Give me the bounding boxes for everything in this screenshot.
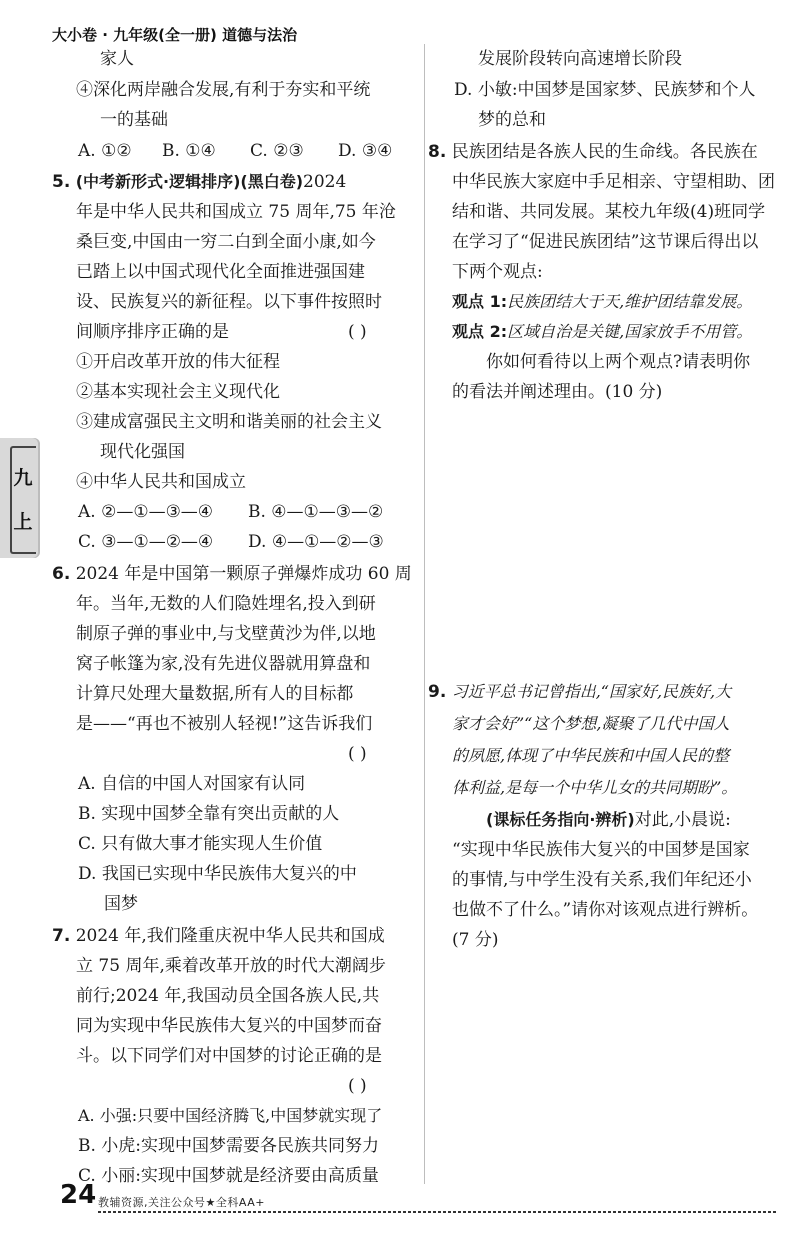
q7-line: 立 75 周年,乘着改革开放的时代大潮阔步 [76,956,386,976]
q8-view-2-label: 观点 2: [452,322,508,341]
q5-tag: (中考新形式·逻辑排序)(黑白卷) [75,172,304,191]
q5-line1-tail: 2024 [303,172,347,192]
q5-number: 5. [52,172,71,192]
q6-number: 6. [52,564,71,584]
q7-line: 2024 年,我们隆重庆祝中华人民共和国成 [75,926,385,946]
footer-rule [98,1211,778,1213]
q7-line: 同为实现中华民族伟大复兴的中国梦而奋 [76,1016,382,1036]
q6-line: 是——“再也不被别人轻视!”这告诉我们 [76,714,373,734]
q7-line: 斗。以下同学们对中国梦的讨论正确的是 [76,1046,382,1066]
q4-line: 家人 [100,49,134,69]
q9-line: “实现中华民族伟大复兴的中国梦是国家 [452,840,750,860]
q6-option-b[interactable]: B. 实现中国梦全靠有突出贡献的人 [78,804,340,824]
q8-ask-line: 你如何看待以上两个观点?请表明你 [486,352,751,372]
q7-option-d-cont: 梦的总和 [478,110,546,130]
q9-prompt-line [486,808,731,832]
q9-first-line [428,680,731,704]
q6-first-line [52,562,412,586]
q8-view-2 [452,320,752,344]
q9-line1-tail: 对此,小晨说: [634,810,731,830]
q7-option-c[interactable]: C. 小丽:实现中国梦就是经济要由高质量 [78,1166,379,1186]
q8-view-2-text: 区域自治是关键,国家放手不用管。 [507,322,753,341]
q5-item-3-cont: 现代化强国 [100,442,185,462]
q9-line: (7 分) [452,930,499,950]
q5-item-4: ④中华人民共和国成立 [76,472,246,492]
q8-answer-area[interactable] [452,410,782,670]
q8-line: 民族团结是各族人民的生命线。各民族在 [451,142,758,162]
column-divider [424,44,425,1184]
q5-answer-blank[interactable]: ( ) [348,322,367,342]
q7-option-a[interactable]: A. 小强:只要中国经济腾飞,中国梦就实现了 [78,1106,383,1125]
tab-char-1: 九 [13,467,33,489]
q6-line: 年。当年,无数的人们隐姓埋名,投入到研 [76,594,376,614]
q7-first-line [52,924,385,948]
q8-view-1-label: 观点 1: [452,292,508,311]
q4-option-c[interactable]: C. ②③ [250,141,304,161]
q5-option-c[interactable]: C. ③—①—②—④ [78,532,214,552]
q9-number: 9. [428,682,447,702]
q9-answer-area[interactable] [452,960,782,1180]
q6-line: 制原子弹的事业中,与戈壁黄沙为伴,以地 [76,624,376,644]
q5-option-d[interactable]: D. ④—①—②—③ [248,532,384,552]
q6-option-d[interactable]: D. 我国已实现中华民族伟大复兴的中 [78,864,357,884]
q5-line: 已踏上以中国式现代化全面推进强国建 [76,262,365,282]
grade-tab [0,438,40,558]
q5-option-b[interactable]: B. ④—①—③—② [248,502,384,522]
q5-option-a[interactable]: A. ②—①—③—④ [78,502,214,522]
q4-option-d[interactable]: D. ③④ [338,141,393,161]
q5-line: 桑巨变,中国由一穷二白到全面小康,如今 [76,232,376,252]
q7-answer-blank[interactable]: ( ) [348,1076,367,1096]
q8-number: 8. [428,142,447,162]
q4-item-4: ④深化两岸融合发展,有利于夯实和平统 [76,80,371,100]
q4-option-b[interactable]: B. ①④ [162,141,216,161]
q8-view-1 [452,290,752,314]
footer-text: 教辅资源,关注公众号★全科AA+ [98,1196,265,1209]
q6-line: 计算尺处理大量数据,所有人的目标都 [76,684,354,704]
q5-line: 年是中华人民共和国成立 75 周年,75 年沧 [76,202,396,222]
q6-line: 2024 年是中国第一颗原子弹爆炸成功 60 周 [75,564,412,584]
q8-line: 下两个观点: [452,262,543,282]
q8-line: 结和谐、共同发展。某校九年级(4)班同学 [452,202,766,222]
q7-line: 前行;2024 年,我国动员全国各族人民,共 [76,986,380,1006]
q9-quote-line: 体利益,是每一个中华儿女的共同期盼”。 [452,778,738,797]
q9-quote-line: 家才会好”“这个梦想,凝聚了几代中国人 [452,714,730,733]
q5-item-1: ①开启改革开放的伟大征程 [76,352,280,372]
q9-line: 的事情,与中学生没有关系,我们年纪还小 [452,870,752,890]
q7-option-c-cont: 发展阶段转向高速增长阶段 [478,49,682,69]
q6-option-c[interactable]: C. 只有做大事才能实现人生价值 [78,834,323,854]
q5-item-3: ③建成富强民主文明和谐美丽的社会主义 [76,412,382,432]
tab-char-2: 上 [13,511,33,533]
q4-item-4-cont: 一的基础 [100,110,168,130]
q8-first-line [428,140,758,164]
q9-line: 也做不了什么。”请你对该观点进行辨析。 [452,900,759,920]
q7-number: 7. [52,926,71,946]
page-number: 24 [60,1180,97,1210]
q5-item-2: ②基本实现社会主义现代化 [76,382,280,402]
q4-option-a[interactable]: A. ①② [78,141,132,161]
tab-label [10,456,36,544]
q6-option-a[interactable]: A. 自信的中国人对国家有认同 [78,774,306,794]
q8-line: 中华民族大家庭中手足相亲、守望相助、团 [452,172,775,192]
q9-quote-line: 习近平总书记曾指出,“国家好,民族好,大 [451,682,732,701]
q6-answer-blank[interactable]: ( ) [348,744,367,764]
q9-quote-line: 的夙愿,体现了中华民族和中国人民的整 [452,746,730,765]
q7-option-b[interactable]: B. 小虎:实现中国梦需要各民族共同努力 [78,1136,380,1156]
q6-option-d-cont: 国梦 [104,894,138,914]
q6-line: 窝子帐篷为家,没有先进仪器就用算盘和 [76,654,371,674]
q8-ask-line: 的看法并阐述理由。(10 分) [452,382,663,402]
q5-line: 设、民族复兴的新征程。以下事件按照时 [76,292,382,312]
q5-line: 间顺序排序正确的是 [76,322,229,342]
q8-view-1-text: 民族团结大于天,维护团结靠发展。 [507,292,753,311]
q9-tag: (课标任务指向·辨析) [486,810,635,829]
q7-option-d[interactable]: D. 小敏:中国梦是国家梦、民族梦和个人 [454,80,756,100]
page-header: 大小卷 · 九年级(全一册) 道德与法治 [52,26,298,44]
q8-line: 在学习了“促进民族团结”这节课后得出以 [452,232,759,252]
q5-first-line [52,170,346,194]
